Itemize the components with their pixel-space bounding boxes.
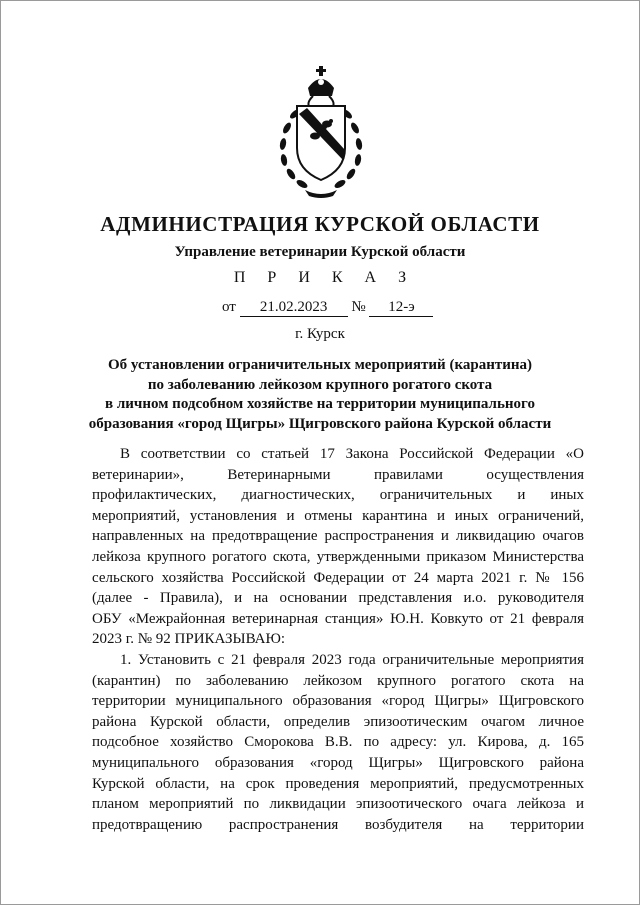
body-line: района Курской области, определив эпизоотическим очагом личное xyxy=(92,713,584,730)
subject-line: в личном подсобном хозяйстве на территории муниципального xyxy=(104,396,535,412)
body-line: предотвращению распространения возбудителя на территории xyxy=(92,816,584,833)
body-line: (далее - Правила), и на основании представления и.о. руководителя xyxy=(92,590,584,607)
body-line: сельского хозяйства Российской Федерации от 24 марта 2021 г. № 156 xyxy=(92,569,584,586)
body-line: подсобное хозяйство Сморокова В.В. по адресу: ул. Кирова, д. 165 xyxy=(92,734,584,751)
subject-line: Об установлении ограничительных мероприятий (карантина) xyxy=(107,357,532,373)
body-line: 1. Установить с 21 февраля 2023 года ограничительные мероприятия xyxy=(120,651,584,668)
subject-line: по заболеванию лейкозом крупного рогатого скота xyxy=(147,376,493,393)
body-line: планом мероприятий по ликвидации эпизоотического очага лейкоза и xyxy=(92,796,584,813)
number-prefix: № xyxy=(351,299,366,315)
body-line: ОБУ «Межрайонная ветеринарная станция» Ю.Н. Ковкуто от 21 февраля xyxy=(92,610,584,627)
body-line: муниципального образования «город Щигры» Щигровского района xyxy=(92,754,584,771)
body-line: территории муниципального образования «город Щигры» Щигровского xyxy=(92,693,584,710)
body-line: В соответствии со статьей 17 Закона Российской Федерации «О xyxy=(120,446,584,462)
order-subject xyxy=(60,356,580,434)
subject-line: образования «город Щигры» Щигровского района Курской области xyxy=(88,415,552,432)
body-line: направленных на предотвращение распространения и ликвидацию очагов xyxy=(92,528,584,545)
order-number: 12-э xyxy=(369,299,433,317)
body-line: (карантин) по заболеванию лейкозом крупного рогатого скота на xyxy=(92,672,584,689)
org-subtitle: Управление ветеринарии Курской области xyxy=(174,244,466,260)
order-date: 21.02.2023 xyxy=(240,299,348,317)
body-line: лейкоза крупного рогатого скота, утвержденными приказом Министерства xyxy=(92,548,584,565)
kursk-coat-of-arms-icon xyxy=(275,66,367,200)
body-line: мероприятий, установления и отмены карантина и иных ограничений, xyxy=(92,507,584,524)
order-body xyxy=(92,444,584,835)
body-line: Курской области, на срок проведения мероприятий, предусмотренных xyxy=(92,775,584,792)
date-prefix: от xyxy=(222,299,236,315)
body-line: 2023 г. № 92 ПРИКАЗЫВАЮ: xyxy=(92,631,286,648)
document-type: П Р И К А З xyxy=(233,269,416,286)
org-title: АДМИНИСТРАЦИЯ КУРСКОЙ ОБЛАСТИ xyxy=(100,212,540,236)
body-line: профилактических, диагностических, ограничительных и иных xyxy=(92,487,584,504)
date-number-line xyxy=(222,299,433,317)
city: г. Курск xyxy=(295,326,345,342)
body-line: ветеринарии», Ветеринарными правилами осуществления xyxy=(92,466,584,483)
